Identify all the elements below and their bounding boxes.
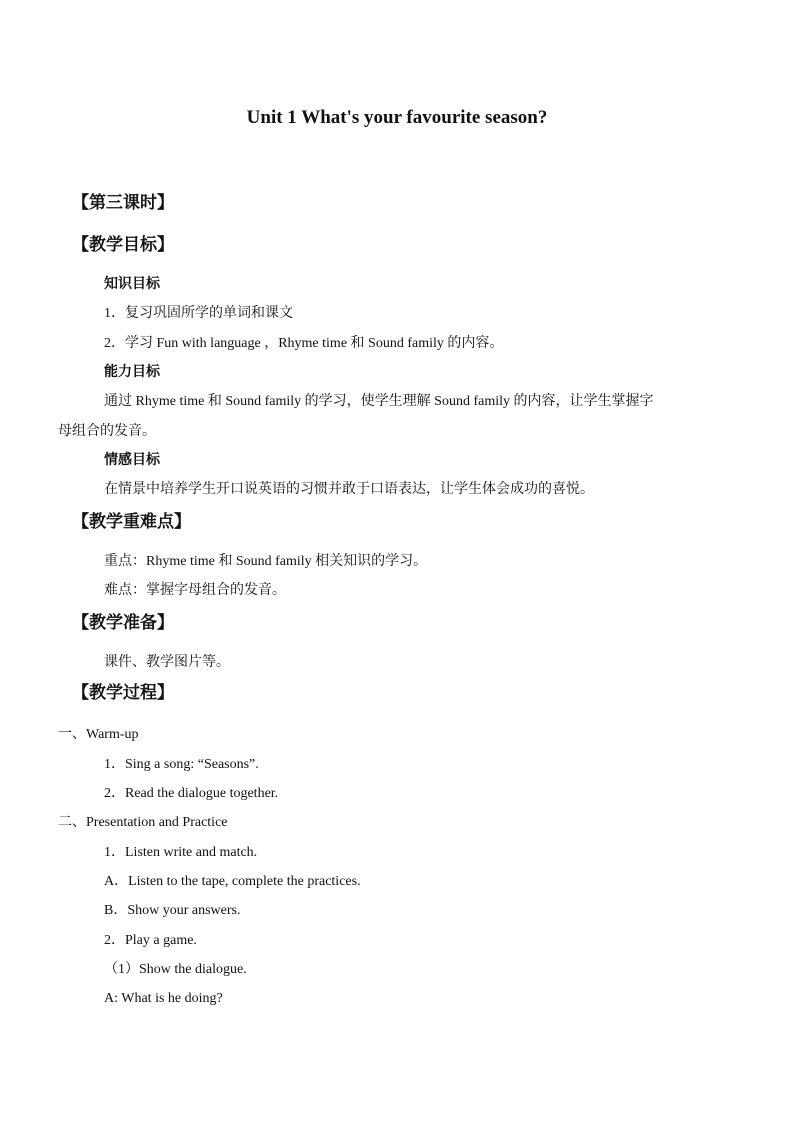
knowledge-item-2: 2．学习 Fun with language ，Rhyme time 和 Sound family 的内容。 (104, 336, 504, 351)
knowledge-item-1: 1．复习巩固所学的单词和课文 (104, 306, 293, 321)
process-step-2-item-2-1: （1）Show the dialogue. (104, 962, 247, 977)
process-step-1-item-1: 1．Sing a song: “Seasons”. (104, 757, 259, 772)
knowledge-objectives-heading: 知识目标 (104, 277, 160, 292)
key-point-focus: 重点：Rhyme time 和 Sound family 相关知识的学习。 (104, 554, 428, 569)
ability-text-line-2: 母组合的发音。 (58, 424, 156, 439)
section-objectives: 【教学目标】 (72, 235, 174, 254)
document-title: Unit 1 What's your favourite season? (246, 107, 548, 128)
preparation-text: 课件、教学图片等。 (104, 655, 230, 670)
process-step-2-item-1: 1．Listen write and match. (104, 845, 258, 860)
section-lesson: 【第三课时】 (72, 193, 174, 212)
process-step-2-item-1b: B．Show your answers. (104, 903, 241, 918)
section-preparation: 【教学准备】 (72, 613, 174, 632)
process-step-2-item-2: 2．Play a game. (104, 933, 197, 948)
section-process: 【教学过程】 (72, 683, 174, 702)
section-key-points: 【教学重难点】 (72, 512, 191, 531)
process-step-2-heading: 二、Presentation and Practice (58, 815, 228, 830)
emotion-objectives-heading: 情感目标 (104, 453, 160, 468)
process-step-1-item-2: 2．Read the dialogue together. (104, 786, 279, 801)
dialogue-line-a: A: What is he doing? (104, 991, 223, 1006)
process-step-2-item-1a: A．Listen to the tape, complete the practices. (104, 874, 361, 889)
process-step-1-heading: 一、Warm-up (58, 727, 139, 742)
ability-objectives-heading: 能力目标 (104, 365, 160, 380)
emotion-text: 在情景中培养学生开口说英语的习惯并敢于口语表达，让学生体会成功的喜悦。 (104, 482, 594, 497)
key-point-difficulty: 难点：掌握字母组合的发音。 (104, 583, 286, 598)
ability-text-line-1: 通过 Rhyme time 和 Sound family 的学习，使学生理解 Sound family 的内容，让学生掌握字 (104, 394, 654, 409)
